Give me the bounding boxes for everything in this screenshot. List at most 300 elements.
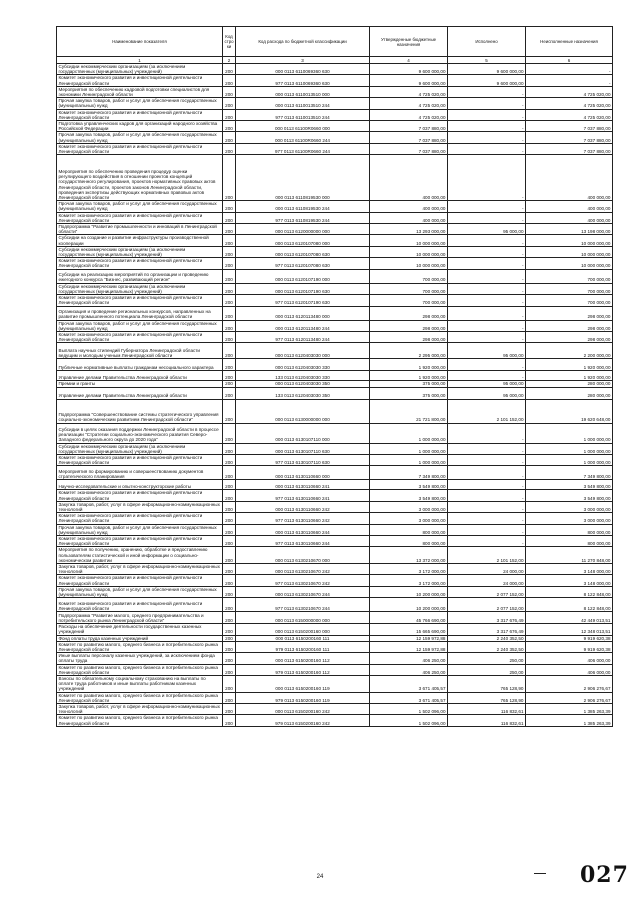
table-row xyxy=(57,513,613,524)
row-line-code-cell: 200 xyxy=(223,454,236,465)
row-approved-cell: 7 037 880,00 xyxy=(370,143,448,154)
report-body xyxy=(57,64,613,727)
row-line-code-cell: 200 xyxy=(223,201,236,212)
table-row xyxy=(57,283,613,294)
row-line-code-cell: 200 xyxy=(223,235,236,246)
row-unexecuted-cell: 7 349 800,00 xyxy=(526,466,613,480)
table-row xyxy=(57,535,613,546)
row-kbk-cell: 000 0113 6150200160 112 xyxy=(236,653,370,664)
row-unexecuted-cell: 700 000,00 xyxy=(526,269,613,283)
row-unexecuted-cell: 3 148 000,00 xyxy=(526,563,613,574)
row-unexecuted-cell: 406 000,00 xyxy=(526,664,613,675)
row-name-cell: Прочая закупка товаров, работ и услуг для обеспечения государственных (муниципальных) нужд xyxy=(57,132,223,143)
table-row xyxy=(57,653,613,664)
header-approved: Утвержденные бюджетные назначения xyxy=(370,27,448,57)
table-row xyxy=(57,466,613,480)
row-executed-cell: - xyxy=(448,359,526,371)
row-unexecuted-cell: 1 385 263,39 xyxy=(526,715,613,726)
row-executed-cell: 95 000,00 xyxy=(448,381,526,387)
header-kbk: Код расхода по бюджетной классификации xyxy=(236,27,370,57)
row-executed-cell: - xyxy=(448,371,526,381)
row-kbk-cell: 000 0113 6130210670 000 xyxy=(236,547,370,564)
row-name-cell: Комитет экономического развития и инвестиционной деятельности Ленинградской области xyxy=(57,598,223,612)
row-line-code-cell: 200 xyxy=(223,258,236,269)
row-unexecuted-cell: 10 000 000,00 xyxy=(526,246,613,257)
row-name-cell: Субсидии некоммерческим организациям (за исключением государственных (муниципальных) учреждений) xyxy=(57,283,223,294)
row-line-code-cell: 200 xyxy=(223,132,236,143)
row-unexecuted-cell: 7 037 880,00 xyxy=(526,143,613,154)
table-row xyxy=(57,501,613,512)
row-unexecuted-cell: 3 000 000,00 xyxy=(526,501,613,512)
row-approved-cell: 800 000,00 xyxy=(370,535,448,546)
table-row xyxy=(57,387,613,399)
row-name-cell: Комитет по развитию малого, среднего бизнеса и потребительского рынка Ленинградской области xyxy=(57,692,223,703)
table-row xyxy=(57,490,613,501)
table-row xyxy=(57,692,613,703)
row-approved-cell: 7 037 880,00 xyxy=(370,121,448,132)
row-kbk-cell: 000 0113 6120113480 000 xyxy=(236,306,370,320)
table-row xyxy=(57,201,613,212)
row-unexecuted-cell: 12 348 013,51 xyxy=(526,624,613,635)
row-kbk-cell: 000 0113 6130110660 244 xyxy=(236,524,370,535)
row-unexecuted-cell: 298 000,00 xyxy=(526,320,613,331)
header-unexecuted: Неисполненные назначения xyxy=(526,27,613,57)
row-approved-cell: 3 172 000,00 xyxy=(370,563,448,574)
row-approved-cell: 298 000,00 xyxy=(370,320,448,331)
row-line-code-cell: 200 xyxy=(223,624,236,635)
row-name-cell: Закупка товаров, работ, услуг в сфере информационно-коммуникационных технологий xyxy=(57,501,223,512)
row-approved-cell: 15 665 690,00 xyxy=(370,624,448,635)
row-unexecuted-cell: 298 000,00 xyxy=(526,331,613,342)
row-unexecuted-cell: 13 198 000,00 xyxy=(526,224,613,235)
row-executed-cell: - xyxy=(448,155,526,201)
row-unexecuted-cell: 3 148 000,00 xyxy=(526,575,613,586)
row-approved-cell: 9 600 000,00 xyxy=(370,64,448,75)
row-unexecuted-cell: 4 725 020,00 xyxy=(526,98,613,109)
table-row xyxy=(57,676,613,693)
row-name-cell: Мероприятия по обеспечению кадровой подготовки специалистов для экономики Ленинградской области xyxy=(57,86,223,97)
row-name-cell: Закупка товаров, работ, услуг в сфере информационно-коммуникационных технологий xyxy=(57,704,223,715)
row-line-code-cell: 200 xyxy=(223,635,236,641)
row-approved-cell: 3 549 800,00 xyxy=(370,480,448,490)
row-executed-cell: - xyxy=(448,443,526,454)
table-row xyxy=(57,155,613,201)
row-executed-cell: 9 600 000,00 xyxy=(448,75,526,86)
row-kbk-cell: 977 0113 6110819530 244 xyxy=(236,212,370,223)
row-kbk-cell: 000 0113 6130107110 000 xyxy=(236,423,370,443)
row-line-code-cell: 200 xyxy=(223,575,236,586)
row-name-cell: Премии и гранты xyxy=(57,381,223,387)
row-unexecuted-cell: 2 906 276,67 xyxy=(526,692,613,703)
row-line-code-cell: 200 xyxy=(223,524,236,535)
row-approved-cell: 298 000,00 xyxy=(370,306,448,320)
row-executed-cell: 116 832,61 xyxy=(448,715,526,726)
row-approved-cell: 10 000 000,00 xyxy=(370,246,448,257)
table-row xyxy=(57,359,613,371)
row-line-code-cell: 200 xyxy=(223,86,236,97)
row-unexecuted-cell: 10 000 000,00 xyxy=(526,235,613,246)
row-executed-cell: - xyxy=(448,295,526,306)
table-row xyxy=(57,624,613,635)
row-name-cell: Взносы по обязательному социальному страхованию на выплаты по оплате труда работников и иные выплаты работникам казенных учреждений xyxy=(57,676,223,693)
row-approved-cell: 400 000,00 xyxy=(370,201,448,212)
row-kbk-cell: 000 0113 6120403030 350 xyxy=(236,381,370,387)
row-approved-cell: 298 000,00 xyxy=(370,331,448,342)
row-executed-cell: - xyxy=(448,283,526,294)
row-approved-cell: 12 159 972,88 xyxy=(370,641,448,652)
row-kbk-cell: 000 0113 6130210670 242 xyxy=(236,563,370,574)
row-name-cell: Комитет экономического развития и инвестиционной деятельности Ленинградской области xyxy=(57,295,223,306)
row-unexecuted-cell: 400 000,00 xyxy=(526,201,613,212)
row-line-code-cell: 200 xyxy=(223,692,236,703)
table-row xyxy=(57,371,613,381)
row-name-cell: Прочая закупка товаров, работ и услуг для обеспечения государственных (муниципальных) нужд xyxy=(57,320,223,331)
row-unexecuted-cell: 298 000,00 xyxy=(526,306,613,320)
row-kbk-cell: 977 0113 6130110660 241 xyxy=(236,490,370,501)
row-line-code-cell: 200 xyxy=(223,155,236,201)
row-unexecuted-cell: 19 620 648,00 xyxy=(526,399,613,423)
row-line-code-cell: 200 xyxy=(223,109,236,120)
row-unexecuted-cell: 800 000,00 xyxy=(526,524,613,535)
table-row xyxy=(57,143,613,154)
column-number: 3 xyxy=(236,57,370,64)
row-kbk-cell: 000 0113 6130107110 630 xyxy=(236,443,370,454)
row-kbk-cell: 000 0113 6130210670 244 xyxy=(236,586,370,597)
table-row xyxy=(57,641,613,652)
row-line-code-cell: 200 xyxy=(223,212,236,223)
table-row xyxy=(57,454,613,465)
row-unexecuted-cell: 42 449 013,51 xyxy=(526,612,613,624)
row-executed-cell: - xyxy=(448,235,526,246)
row-name-cell: Мероприятия по формированию и совершенствованию документов стратегического планирования xyxy=(57,466,223,480)
row-executed-cell: 2 101 152,00 xyxy=(448,547,526,564)
row-kbk-cell: 000 0113 6120107190 000 xyxy=(236,269,370,283)
row-approved-cell: 700 000,00 xyxy=(370,269,448,283)
row-line-code-cell: 200 xyxy=(223,490,236,501)
row-unexecuted-cell: 400 000,00 xyxy=(526,212,613,223)
row-approved-cell: 2 295 000,00 xyxy=(370,343,448,359)
row-name-cell: Комитет экономического развития и инвестиционной деятельности Ленинградской области xyxy=(57,454,223,465)
row-unexecuted-cell: 4 725 020,00 xyxy=(526,86,613,97)
row-name-cell: Субсидии некоммерческим организациям (за исключением государственных (муниципальных) учреждений) xyxy=(57,443,223,454)
row-executed-cell: 765 128,90 xyxy=(448,692,526,703)
row-executed-cell: 24 000,00 xyxy=(448,563,526,574)
row-line-code-cell: 200 xyxy=(223,664,236,675)
row-unexecuted-cell: 3 000 000,00 xyxy=(526,513,613,524)
table-row xyxy=(57,320,613,331)
table-row xyxy=(57,212,613,223)
row-name-cell: Прочая закупка товаров, работ и услуг для обеспечения государственных (муниципальных) нужд xyxy=(57,98,223,109)
header-row xyxy=(57,27,613,57)
row-name-cell: Комитет по развитию малого, среднего бизнеса и потребительского рынка Ленинградской области xyxy=(57,641,223,652)
row-line-code-cell: 200 xyxy=(223,331,236,342)
row-approved-cell: 10 000 000,00 xyxy=(370,258,448,269)
row-kbk-cell: 133 0113 6120403030 330 xyxy=(236,371,370,381)
table-row xyxy=(57,704,613,715)
row-line-code-cell: 200 xyxy=(223,612,236,624)
row-name-cell: Подготовка управленческих кадров для организаций народного хозяйства Российской Федерации xyxy=(57,121,223,132)
row-name-cell: Субсидии на реализацию мероприятий по организации и проведению ежегодного конкурса "Бизнес, развивающий регион" xyxy=(57,269,223,283)
row-kbk-cell: 000 0113 6120107080 630 xyxy=(236,246,370,257)
row-name-cell: Мероприятия по обеспечению проведения процедур оценки регулирующего воздействия в отношении проектов концепций государственного регулирования, проектов нормативных правовых актов Ленинградской области, проектов законов Ленинградской области, проведения экспертизы действующих нормативных правовых актов Ленинградской области xyxy=(57,155,223,201)
row-kbk-cell: 000 0113 6110819530 244 xyxy=(236,201,370,212)
row-name-cell: Комитет по развитию малого, среднего бизнеса и потребительского рынка Ленинградской области xyxy=(57,664,223,675)
row-kbk-cell: 977 0113 6130110660 242 xyxy=(236,513,370,524)
row-kbk-cell: 977 0113 6110069360 630 xyxy=(236,75,370,86)
header-name: Наименование показателя xyxy=(57,27,223,57)
row-kbk-cell: 977 0113 6130110660 244 xyxy=(236,535,370,546)
row-kbk-cell: 000 0113 6120000000 000 xyxy=(236,224,370,235)
table-row xyxy=(57,98,613,109)
row-name-cell: Комитет по развитию малого, среднего бизнеса и потребительского рынка Ленинградской области xyxy=(57,715,223,726)
row-approved-cell: 7 349 800,00 xyxy=(370,466,448,480)
row-name-cell: Подпрограмма "Развитие промышленности и инноваций в Ленинградской области" xyxy=(57,224,223,235)
row-line-code-cell: 200 xyxy=(223,98,236,109)
row-name-cell: Комитет экономического развития и инвестиционной деятельности Ленинградской области xyxy=(57,258,223,269)
row-executed-cell: - xyxy=(448,258,526,269)
row-unexecuted-cell: 280 000,00 xyxy=(526,381,613,387)
row-approved-cell: 800 000,00 xyxy=(370,524,448,535)
row-line-code-cell: 200 xyxy=(223,535,236,546)
row-name-cell: Комитет экономического развития и инвестиционной деятельности Ленинградской области xyxy=(57,75,223,86)
row-name-cell: Субсидии на создание и развитие инфраструктуры производственной кооперации xyxy=(57,235,223,246)
row-executed-cell: 250,00 xyxy=(448,653,526,664)
row-line-code-cell: 200 xyxy=(223,224,236,235)
row-name-cell: Подпрограмма "Совершенствование системы стратегического управления социально-экономическим развитием Ленинградской области" xyxy=(57,399,223,423)
table-row xyxy=(57,295,613,306)
table-row xyxy=(57,121,613,132)
row-kbk-cell: 977 0113 6130210670 244 xyxy=(236,598,370,612)
row-approved-cell: 10 200 000,00 xyxy=(370,598,448,612)
row-name-cell: Прочая закупка товаров, работ и услуг для обеспечения государственных (муниципальных) нужд xyxy=(57,524,223,535)
row-executed-cell: - xyxy=(448,121,526,132)
table-row xyxy=(57,612,613,624)
row-executed-cell: - xyxy=(448,86,526,97)
row-unexecuted-cell: 7 037 880,00 xyxy=(526,132,613,143)
row-line-code-cell: 200 xyxy=(223,563,236,574)
row-executed-cell: - xyxy=(448,132,526,143)
row-unexecuted-cell: 1 385 263,39 xyxy=(526,704,613,715)
page-number: 24 xyxy=(316,874,324,880)
row-line-code-cell: 200 xyxy=(223,466,236,480)
row-executed-cell: 765 128,90 xyxy=(448,676,526,693)
budget-report-table xyxy=(56,26,613,727)
row-executed-cell: - xyxy=(448,212,526,223)
row-unexecuted-cell: 700 000,00 xyxy=(526,295,613,306)
row-name-cell: Подпрограмма "Развитие малого, среднего предпринимательства и потребительского рынка Ленинградской области" xyxy=(57,612,223,624)
row-approved-cell: 13 372 000,00 xyxy=(370,547,448,564)
row-name-cell: Комитет экономического развития и инвестиционной деятельности Ленинградской области xyxy=(57,331,223,342)
row-unexecuted-cell: 2 200 000,00 xyxy=(526,343,613,359)
row-unexecuted-cell: 4 725 020,00 xyxy=(526,109,613,120)
row-line-code-cell: 200 xyxy=(223,75,236,86)
row-executed-cell: - xyxy=(448,306,526,320)
row-line-code-cell: 200 xyxy=(223,513,236,524)
row-kbk-cell: 000 0113 6110069360 630 xyxy=(236,64,370,75)
column-number-row xyxy=(57,57,613,64)
row-executed-cell: - xyxy=(448,513,526,524)
row-line-code-cell: 200 xyxy=(223,399,236,423)
row-name-cell: Субсидии в целях оказания поддержки Ленинградской области в процессе реализации "Стратегии социально-экономического развития Северо-Западного федерального округа до 2020 года" xyxy=(57,423,223,443)
column-number: 6 xyxy=(526,57,613,64)
row-unexecuted-cell: 10 000 000,00 xyxy=(526,258,613,269)
row-unexecuted-cell: 2 906 276,67 xyxy=(526,676,613,693)
row-executed-cell: - xyxy=(448,490,526,501)
table-row xyxy=(57,399,613,423)
row-executed-cell: 3 317 676,49 xyxy=(448,612,526,624)
row-kbk-cell: 000 0113 6130000000 000 xyxy=(236,399,370,423)
row-executed-cell: 2 077 152,00 xyxy=(448,586,526,597)
row-name-cell: Расходы на обеспечение деятельности государственных казенных учреждений xyxy=(57,624,223,635)
row-approved-cell: 1 000 000,00 xyxy=(370,423,448,443)
row-line-code-cell: 200 xyxy=(223,295,236,306)
row-executed-cell: - xyxy=(448,423,526,443)
row-kbk-cell: 000 0113 6150200160 111 xyxy=(236,635,370,641)
row-kbk-cell: 000 0113 6110819530 000 xyxy=(236,155,370,201)
table-row xyxy=(57,524,613,535)
row-unexecuted-cell: 400 000,00 xyxy=(526,155,613,201)
row-name-cell: Научно-исследовательские и опытно-конструкторские работы xyxy=(57,480,223,490)
table-row xyxy=(57,586,613,597)
row-unexecuted-cell: - xyxy=(526,75,613,86)
row-line-code-cell: 200 xyxy=(223,143,236,154)
row-unexecuted-cell: 7 037 880,00 xyxy=(526,121,613,132)
row-approved-cell: 1 920 000,00 xyxy=(370,359,448,371)
row-line-code-cell: 200 xyxy=(223,480,236,490)
table-row xyxy=(57,563,613,574)
row-executed-cell: 9 600 000,00 xyxy=(448,64,526,75)
row-executed-cell: 2 240 352,50 xyxy=(448,641,526,652)
row-name-cell: Комитет экономического развития и инвестиционной деятельности Ленинградской области xyxy=(57,575,223,586)
row-unexecuted-cell: 700 000,00 xyxy=(526,283,613,294)
row-name-cell: Управление делами Правительства Ленинградской области xyxy=(57,371,223,381)
table-row xyxy=(57,224,613,235)
row-kbk-cell: 977 0113 61100R0660 244 xyxy=(236,143,370,154)
row-line-code-cell: 200 xyxy=(223,269,236,283)
row-kbk-cell: 000 0113 61100R0660 000 xyxy=(236,121,370,132)
row-approved-cell: 400 000,00 xyxy=(370,155,448,201)
row-name-cell: Мероприятия по получению, хранению, обработке и предоставлению пользователям статистической и иной информации о социально-экономическом развитии xyxy=(57,547,223,564)
row-kbk-cell: 977 0113 6130210670 242 xyxy=(236,575,370,586)
row-kbk-cell: 000 0113 6150200160 119 xyxy=(236,676,370,693)
row-executed-cell: - xyxy=(448,109,526,120)
row-kbk-cell: 133 0113 6120403030 350 xyxy=(236,387,370,399)
row-unexecuted-cell: 1 000 000,00 xyxy=(526,443,613,454)
row-unexecuted-cell: 406 000,00 xyxy=(526,653,613,664)
row-kbk-cell: 977 0113 6120107190 630 xyxy=(236,295,370,306)
row-approved-cell: 10 000 000,00 xyxy=(370,235,448,246)
row-name-cell: Комитет экономического развития и инвестиционной деятельности Ленинградской области xyxy=(57,143,223,154)
table-row xyxy=(57,132,613,143)
row-executed-cell: - xyxy=(448,535,526,546)
row-name-cell: Организация и проведение региональных конкурсов, направленных на развитие промышленного потенциала Ленинградской области xyxy=(57,306,223,320)
row-line-code-cell: 200 xyxy=(223,641,236,652)
row-kbk-cell: 000 0113 6130110660 241 xyxy=(236,480,370,490)
row-line-code-cell: 200 xyxy=(223,547,236,564)
row-approved-cell: 1 502 096,00 xyxy=(370,715,448,726)
row-line-code-cell: 200 xyxy=(223,371,236,381)
row-executed-cell: 95 000,00 xyxy=(448,343,526,359)
row-name-cell: Субсидии некоммерческим организациям (за исключением государственных (муниципальных) учреждений) xyxy=(57,246,223,257)
column-number: 2 xyxy=(223,57,236,64)
row-approved-cell: 21 721 800,00 xyxy=(370,399,448,423)
row-approved-cell: 375 000,00 xyxy=(370,381,448,387)
row-kbk-cell: 979 0113 6150200160 111 xyxy=(236,641,370,652)
row-name-cell: Прочая закупка товаров, работ и услуг для обеспечения государственных (муниципальных) нужд xyxy=(57,586,223,597)
row-kbk-cell: 000 0113 6120113480 244 xyxy=(236,320,370,331)
row-executed-cell: 2 240 352,50 xyxy=(448,635,526,641)
row-approved-cell: 3 172 000,00 xyxy=(370,575,448,586)
row-executed-cell: - xyxy=(448,480,526,490)
row-approved-cell: 13 293 000,00 xyxy=(370,224,448,235)
row-kbk-cell: 977 0113 6110013510 244 xyxy=(236,109,370,120)
table-row xyxy=(57,331,613,342)
row-approved-cell: 3 671 405,57 xyxy=(370,692,448,703)
row-kbk-cell: 000 0113 6120107190 630 xyxy=(236,283,370,294)
table-row xyxy=(57,598,613,612)
column-number: 4 xyxy=(370,57,448,64)
sheet-stamp-number: 027 xyxy=(580,862,629,888)
row-approved-cell: 400 000,00 xyxy=(370,212,448,223)
row-line-code-cell: 200 xyxy=(223,246,236,257)
row-executed-cell: - xyxy=(448,320,526,331)
row-executed-cell: - xyxy=(448,466,526,480)
row-unexecuted-cell: 9 919 620,38 xyxy=(526,641,613,652)
row-line-code-cell: 200 xyxy=(223,653,236,664)
row-executed-cell: - xyxy=(448,331,526,342)
row-line-code-cell: 200 xyxy=(223,501,236,512)
row-kbk-cell: 000 0113 6110013510 000 xyxy=(236,86,370,97)
row-approved-cell: 1 000 000,00 xyxy=(370,443,448,454)
row-approved-cell: 700 000,00 xyxy=(370,283,448,294)
row-name-cell: Комитет экономического развития и инвестиционной деятельности Ленинградской области xyxy=(57,535,223,546)
row-kbk-cell: 000 0113 61100R0660 244 xyxy=(236,132,370,143)
row-approved-cell: 3 549 800,00 xyxy=(370,490,448,501)
row-approved-cell: 4 725 020,00 xyxy=(370,98,448,109)
row-executed-cell: 2 077 152,00 xyxy=(448,598,526,612)
row-kbk-cell: 977 0113 6130107110 630 xyxy=(236,454,370,465)
footer-dash xyxy=(534,873,546,874)
table-row xyxy=(57,109,613,120)
row-unexecuted-cell: 3 549 800,00 xyxy=(526,490,613,501)
column-number: 1 xyxy=(57,57,223,64)
row-name-cell: Выплата научных стипендий Губернатора Ленинградской области ведущим и молодым ученым Ленинградской области xyxy=(57,343,223,359)
table-row xyxy=(57,443,613,454)
table-row xyxy=(57,547,613,564)
row-name-cell: Комитет экономического развития и инвестиционной деятельности Ленинградской области xyxy=(57,109,223,120)
row-name-cell: Прочая закупка товаров, работ и услуг для обеспечения государственных (муниципальных) нужд xyxy=(57,201,223,212)
row-line-code-cell: 200 xyxy=(223,343,236,359)
row-approved-cell: 4 725 020,00 xyxy=(370,109,448,120)
header-executed: Исполнено xyxy=(448,27,526,57)
row-kbk-cell: 000 0113 6150200160 000 xyxy=(236,624,370,635)
row-executed-cell: - xyxy=(448,269,526,283)
row-unexecuted-cell: 8 122 848,00 xyxy=(526,586,613,597)
table-row xyxy=(57,75,613,86)
row-name-cell: Комитет экономического развития и инвестиционной деятельности Ленинградской области xyxy=(57,513,223,524)
row-executed-cell: - xyxy=(448,524,526,535)
row-executed-cell: 250,00 xyxy=(448,664,526,675)
row-unexecuted-cell: - xyxy=(526,64,613,75)
table-row xyxy=(57,664,613,675)
row-kbk-cell: 000 0113 6120107080 000 xyxy=(236,235,370,246)
table-row xyxy=(57,423,613,443)
row-executed-cell: - xyxy=(448,201,526,212)
table-row xyxy=(57,269,613,283)
row-kbk-cell: 979 0113 6150200160 242 xyxy=(236,715,370,726)
row-executed-cell: 95 000,00 xyxy=(448,224,526,235)
row-name-cell: Публичные нормативные выплаты гражданам несоциального характера xyxy=(57,359,223,371)
